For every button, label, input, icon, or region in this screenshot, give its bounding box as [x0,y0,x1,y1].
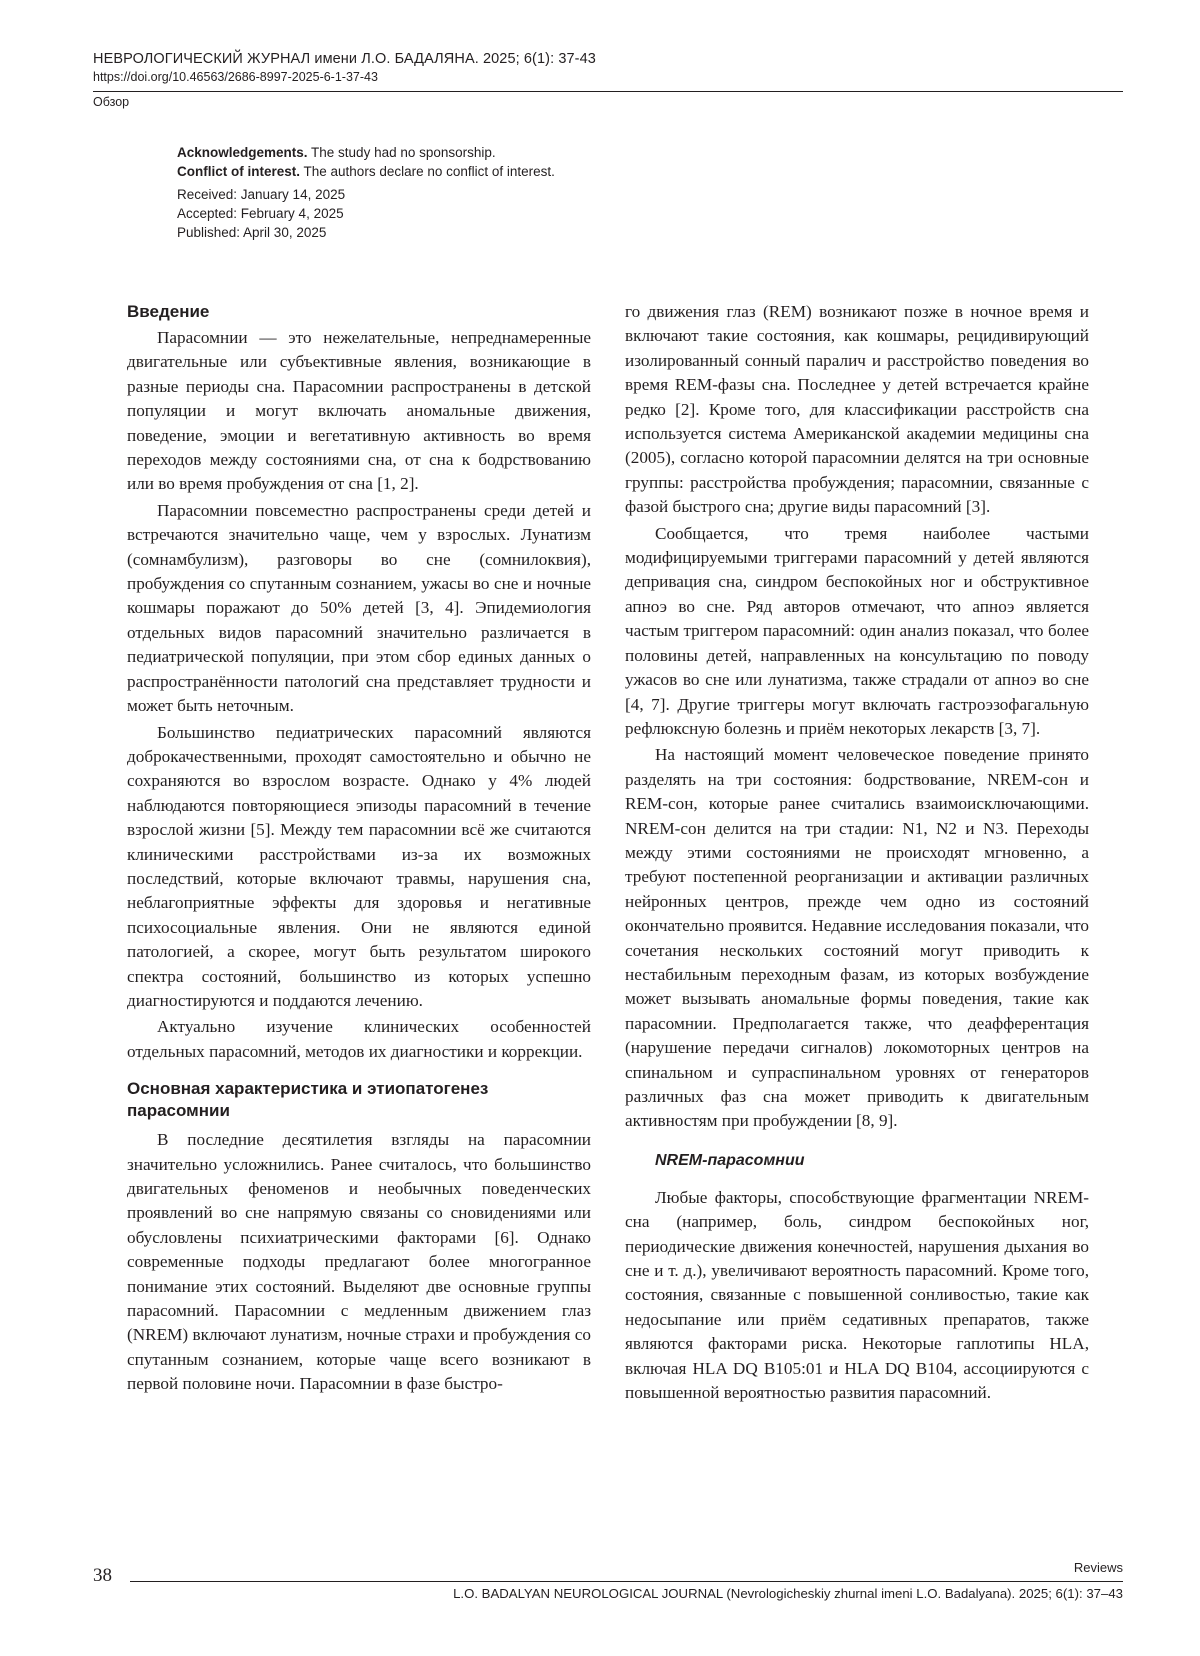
coi-text: The authors declare no conflict of interest. [300,164,555,179]
conflict-of-interest [177,162,777,181]
main-heading: Основная характеристика и этиопатогенез парасомнии [127,1079,489,1121]
nrem-paragraph-1: Любые факторы, способствующие фрагментации NREM-сна (например, боль, синдром беспокойных ног, периодические движения конечностей, нарушения дыхания во сне и т. д.), увеличивают вероятность парасомний. Кроме того, состояния, связанные с повышенной сонливостью, такие как недосыпание или приём седативных препаратов, также являются факторами риска. Некоторые гаплотипы HLA, включая HLA DQ B105:01 и HLA DQ B104, ассоциируются с повышенной вероятностью развития парасомний. [625,1187,1089,1403]
intro-paragraph-1: Парасомнии — это нежелательные, непреднамеренные двигательные или субъективные явления, возникающие в разные периоды сна. Парасомнии распространены в детской популяции и могут включать аномальные движения, поведение, эмоции и вегетативную активность во время переходов между состояниями сна, от сна к бодрствованию или во время пробуждения от сна [1, 2]. [127,328,591,494]
right-column [625,300,1089,1405]
article-meta [177,143,777,242]
right-paragraph-3: На настоящий момент человеческое поведение принято разделять на три состояния: бодрствование, NREM-сон и REM-сон, которые ранее считались взаимоисключающими. NREM-сон делится на три стадии: N1, N2 и N3. Переходы между этими состояниями не происходят мгновенно, а требуют постепенной реорганизации и активации различных нейронных центров, прежде чем одно из состояний окончательно проявится. Недавние исследования показали, что сочетания нескольких состояний могут приводить к нестабильным переходным фазам, из которых возбуждение может вызывать аномальные формы поведения, такие как парасомнии. Предполагается также, что деафферентация (нарушение передачи сигналов) локомоторных центров на спинальном и супраспинальном уровнях от генераторов различных фаз сна может приводить к двигательным активностям при пробуждении [8, 9]. [625,745,1089,1131]
ack-label: Acknowledgements. [177,145,308,160]
intro-heading: Введение [127,302,210,321]
acknowledgements [177,143,777,162]
footer-rule [130,1581,1123,1582]
running-header [93,50,1123,111]
intro-paragraph-2: Парасомнии повсеместно распространены среди детей и встречаются значительно чаще, чем у взрослых. Лунатизм (сомнамбулизм), разговоры во сне (сомнилоквия), пробуждения со спутанным сознанием, ужасы во сне и ночные кошмары поражают до 50% детей [3, 4]. Эпидемиология отдельных видов парасомний значительно различается в педиатрической популяции, при этом сбор единых данных о распространённости патологий сна представляет трудности и может быть неточным. [127,500,591,716]
section-label: Обзор [93,95,130,109]
right-paragraph-1: го движения глаз (REM) возникают позже в ночное время и включают такие состояния, как кошмары, рецидивирующий изолированный сонный паралич и расстройство поведения во время REM-фазы сна. Последнее у детей встречается крайне редко [2]. Кроме того, для классификации расстройств сна используется система Американской академии медицины сна (2005), согласно которой парасомнии делятся на три основные группы: расстройства пробуждения; парасомнии, связанные с фазой быстрого сна; другие виды парасомний [3]. [625,302,1089,517]
left-column [127,301,591,1397]
accepted-date: Accepted: February 4, 2025 [177,206,344,221]
intro-paragraph-3: Большинство педиатрических парасомний являются доброкачественными, проходят самостоятельно и обычно не сохраняются во взрослом возрасте. Однако у 4% людей наблюдаются повторяющиеся эпизоды парасомний в течение взрослой жизни [5]. Между тем парасомнии всё же считаются клиническими расстройствами из-за их возможных последствий, которые включают травмы, нарушения сна, неблагоприятные эффекты для здоровья и негативные психосоциальные явления. Они не являются единой патологией, а скорее, могут быть результатом широкого спектра состояний, большинство из которых успешно диагностируются и поддаются лечению. [127,722,591,1010]
right-paragraph-2: Сообщается, что тремя наиболее частыми модифицируемыми триггерами парасомний у детей являются депривация сна, синдром беспокойных ног и обструктивное апноэ во сне. Ряд авторов отмечают, что апноэ является частым триггером парасомний: один анализ показал, что более половины детей, направленных на консультацию по поводу ужасов во сне или лунатизма, также страдали от апноэ во сне [4, 7]. Другие триггеры могут включать гастроэзофагальную рефлюксную болезнь и приём некоторых лекарств [3, 7]. [625,523,1089,738]
coi-label: Conflict of interest. [177,164,301,179]
published-date: Published: April 30, 2025 [177,225,327,240]
page-number: 38 [93,1565,112,1586]
doi-link[interactable]: https://doi.org/10.46563/2686-8997-2025-6-1-37-43 [93,70,378,84]
footer-journal: L.O. BADALYAN NEUROLOGICAL JOURNAL (Nevrologicheskiy zhurnal imeni L.O. Badalyana). 2025; 6(1): 37–43 [453,1586,1123,1601]
received-date: Received: January 14, 2025 [177,187,346,202]
ack-text: The study had no sponsorship. [307,145,496,160]
header-rule [93,91,1123,92]
footer-section: Reviews [1073,1560,1123,1575]
journal-title: НЕВРОЛОГИЧЕСКИЙ ЖУРНАЛ имени Л.О. БАДАЛЯНА. 2025; 6(1): 37-43 [93,51,596,67]
nrem-heading: NREM-парасомнии [655,1151,805,1169]
main-paragraph-1: В последние десятилетия взгляды на парасомнии значительно усложнились. Ранее считалось, что большинство двигательных феноменов и необычных поведенческих проявлений во сне напрямую связаны со сновидениями или обусловлены психиатрическими факторами [6]. Однако современные подходы предлагают более многогранное понимание этих состояний. Выделяют две основные группы парасомний. Парасомнии с медленным движением глаз (NREM) включают лунатизм, ночные страхи и пробуждения со спутанным сознанием, которые чаще всего возникают в первой половине ночи. Парасомнии в фазе быстро- [127,1130,591,1394]
intro-paragraph-4: Актуально изучение клинических особенностей отдельных парасомний, методов их диагностики и коррекции. [127,1017,591,1061]
